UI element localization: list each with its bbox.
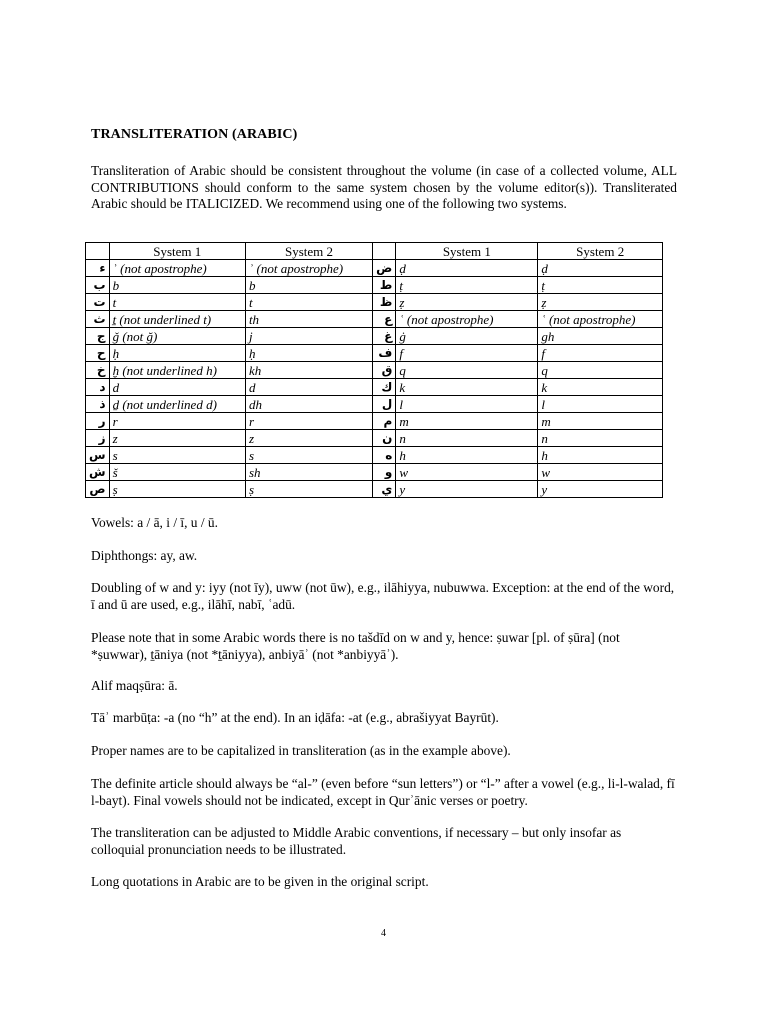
diphthongs-paragraph: Diphthongs: ay, aw. — [91, 548, 198, 563]
table-body — [86, 260, 663, 498]
transliteration-cell: b — [109, 277, 245, 294]
alif-maqsura-paragraph: Alif maqṣūra: ā. — [91, 678, 178, 693]
transliteration-cell: d — [245, 379, 372, 396]
ta-marbuta-paragraph: Tāʾ marbūṭa: -a (no “h” at the end). In an iḍāfa: -at (e.g., abrašiyyat Bayrūt). — [91, 710, 499, 725]
definite-article-paragraph: The definite article should always be “al-” (even before “sun letters”) or “l-” after a vowel (e.g., li-l-walad, fī l-bayt). Final vowels should not be indicated, except in Qurʾānic verses or poetry. — [91, 776, 675, 808]
transliteration-cell: š — [109, 464, 245, 481]
table-row — [86, 345, 663, 362]
transliteration-cell: m — [538, 413, 663, 430]
transliteration-cell: t — [109, 294, 245, 311]
transliteration-cell: r — [109, 413, 245, 430]
transliteration-cell: s — [109, 447, 245, 464]
arabic-letter-cell: ت — [86, 294, 110, 311]
transliteration-cell: q — [538, 362, 663, 379]
table-row — [86, 413, 663, 430]
transliteration-cell: ṭ — [538, 277, 663, 294]
intro-paragraph: Transliteration of Arabic should be consistent throughout the volume (in case of a collected volume, ALL CONTRIBUTIONS should conform to the same system chosen by the volume editor(s)). Transliterated Arabic should be ITALICIZED. We recommend using one of the following two systems. — [91, 163, 677, 212]
transliteration-cell: h — [396, 447, 538, 464]
transliteration-cell: ṯ (not underlined t) — [109, 311, 245, 328]
header-cell: System 1 — [109, 243, 245, 260]
arabic-letter-cell: ط — [373, 277, 396, 294]
transliteration-cell: ʾ (not apostrophe) — [109, 260, 245, 277]
transliteration-cell: ḏ (not underlined d) — [109, 396, 245, 413]
long-quotations-paragraph: Long quotations in Arabic are to be given in the original script. — [91, 874, 429, 889]
arabic-letter-cell: خ — [86, 362, 110, 379]
doubling-paragraph: Doubling of w and y: iyy (not īy), uww (not ūw), e.g., ilāhiyya, nubuwwa. Exception: at the end of the word, ī and ū are used, e.g., ilāhī, nabī, ʿadū. — [91, 580, 675, 612]
header-cell: System 1 — [396, 243, 538, 260]
arabic-letter-cell: ب — [86, 277, 110, 294]
transliteration-cell: gh — [538, 328, 663, 345]
arabic-letter-cell: ح — [86, 345, 110, 362]
arabic-letter-cell: ز — [86, 430, 110, 447]
arabic-letter-cell: ذ — [86, 396, 110, 413]
arabic-letter-cell: ه — [373, 447, 396, 464]
transliteration-cell: ḍ — [396, 260, 538, 277]
transliteration-cell: f — [538, 345, 663, 362]
transliteration-cell: n — [538, 430, 663, 447]
table-row — [86, 294, 663, 311]
proper-names-paragraph: Proper names are to be capitalized in transliteration (as in the example above). — [91, 743, 511, 758]
arabic-letter-cell: ع — [373, 311, 396, 328]
transliteration-cell: h — [538, 447, 663, 464]
transliteration-table — [85, 242, 663, 498]
transliteration-cell: kh — [245, 362, 372, 379]
header-cell: System 2 — [245, 243, 372, 260]
transliteration-cell: n — [396, 430, 538, 447]
table-row — [86, 430, 663, 447]
transliteration-cell: ḥ — [245, 345, 372, 362]
tasdid-paragraph: Please note that in some Arabic words there is no tašdīd on w and y, hence: ṣuwar [pl. of ṣūra] (not *ṣuwwar), ṯāniya (not *ṯāniyya), anbiyāʾ (not *anbiyyāʾ). — [91, 630, 620, 662]
arabic-letter-cell: م — [373, 413, 396, 430]
table-row — [86, 311, 663, 328]
arabic-letter-cell: ظ — [373, 294, 396, 311]
transliteration-cell: ḍ — [538, 260, 663, 277]
arabic-letter-cell: ك — [373, 379, 396, 396]
transliteration-cell: dh — [245, 396, 372, 413]
transliteration-cell: ʿ (not apostrophe) — [396, 311, 538, 328]
arabic-letter-cell: ر — [86, 413, 110, 430]
header-cell: System 2 — [538, 243, 663, 260]
page-title: TRANSLITERATION (ARABIC) — [91, 127, 298, 142]
table-row — [86, 260, 663, 277]
arabic-letter-cell: ص — [86, 481, 110, 498]
arabic-letter-cell: ث — [86, 311, 110, 328]
arabic-letter-cell: ج — [86, 328, 110, 345]
transliteration-cell: t — [245, 294, 372, 311]
table-row — [86, 328, 663, 345]
transliteration-cell: sh — [245, 464, 372, 481]
transliteration-cell: ǧ (not ğ) — [109, 328, 245, 345]
page-number: 4 — [381, 928, 386, 939]
middle-arabic-paragraph: The transliteration can be adjusted to Middle Arabic conventions, if necessary – but only insofar as colloquial pronunciation needs to be illustrated. — [91, 825, 622, 857]
header-cell — [373, 243, 396, 260]
arabic-letter-cell: س — [86, 447, 110, 464]
transliteration-cell: y — [538, 481, 663, 498]
transliteration-cell: j — [245, 328, 372, 345]
transliteration-cell: r — [245, 413, 372, 430]
table-row — [86, 362, 663, 379]
transliteration-cell: y — [396, 481, 538, 498]
arabic-letter-cell: ي — [373, 481, 396, 498]
header-cell — [86, 243, 110, 260]
table-row — [86, 379, 663, 396]
arabic-letter-cell: ف — [373, 345, 396, 362]
table-row — [86, 447, 663, 464]
transliteration-cell: ḫ (not underlined h) — [109, 362, 245, 379]
arabic-letter-cell: و — [373, 464, 396, 481]
transliteration-cell: ẓ — [396, 294, 538, 311]
transliteration-cell: b — [245, 277, 372, 294]
transliteration-cell: k — [538, 379, 663, 396]
arabic-letter-cell: ل — [373, 396, 396, 413]
arabic-letter-cell: غ — [373, 328, 396, 345]
arabic-letter-cell: ش — [86, 464, 110, 481]
table-row — [86, 481, 663, 498]
transliteration-cell: ʿ (not apostrophe) — [538, 311, 663, 328]
transliteration-cell: w — [396, 464, 538, 481]
arabic-letter-cell: ء — [86, 260, 110, 277]
arabic-letter-cell: د — [86, 379, 110, 396]
transliteration-cell: q — [396, 362, 538, 379]
transliteration-cell: f — [396, 345, 538, 362]
transliteration-cell: d — [109, 379, 245, 396]
transliteration-cell: ṭ — [396, 277, 538, 294]
table-row — [86, 396, 663, 413]
arabic-letter-cell: ق — [373, 362, 396, 379]
transliteration-cell: ṣ — [245, 481, 372, 498]
transliteration-cell: ḥ — [109, 345, 245, 362]
transliteration-cell: w — [538, 464, 663, 481]
transliteration-cell: th — [245, 311, 372, 328]
arabic-letter-cell: ض — [373, 260, 396, 277]
table-row — [86, 277, 663, 294]
vowels-paragraph: Vowels: a / ā, i / ī, u / ū. — [91, 515, 218, 530]
transliteration-cell: z — [245, 430, 372, 447]
transliteration-cell: ṣ — [109, 481, 245, 498]
arabic-letter-cell: ن — [373, 430, 396, 447]
table-row — [86, 464, 663, 481]
transliteration-cell: l — [396, 396, 538, 413]
transliteration-cell: m — [396, 413, 538, 430]
transliteration-cell: s — [245, 447, 372, 464]
transliteration-cell: ʾ (not apostrophe) — [245, 260, 372, 277]
transliteration-cell: l — [538, 396, 663, 413]
transliteration-cell: z — [109, 430, 245, 447]
table-header-row — [86, 243, 663, 260]
transliteration-cell: k — [396, 379, 538, 396]
transliteration-cell: ẓ — [538, 294, 663, 311]
transliteration-cell: ġ — [396, 328, 538, 345]
